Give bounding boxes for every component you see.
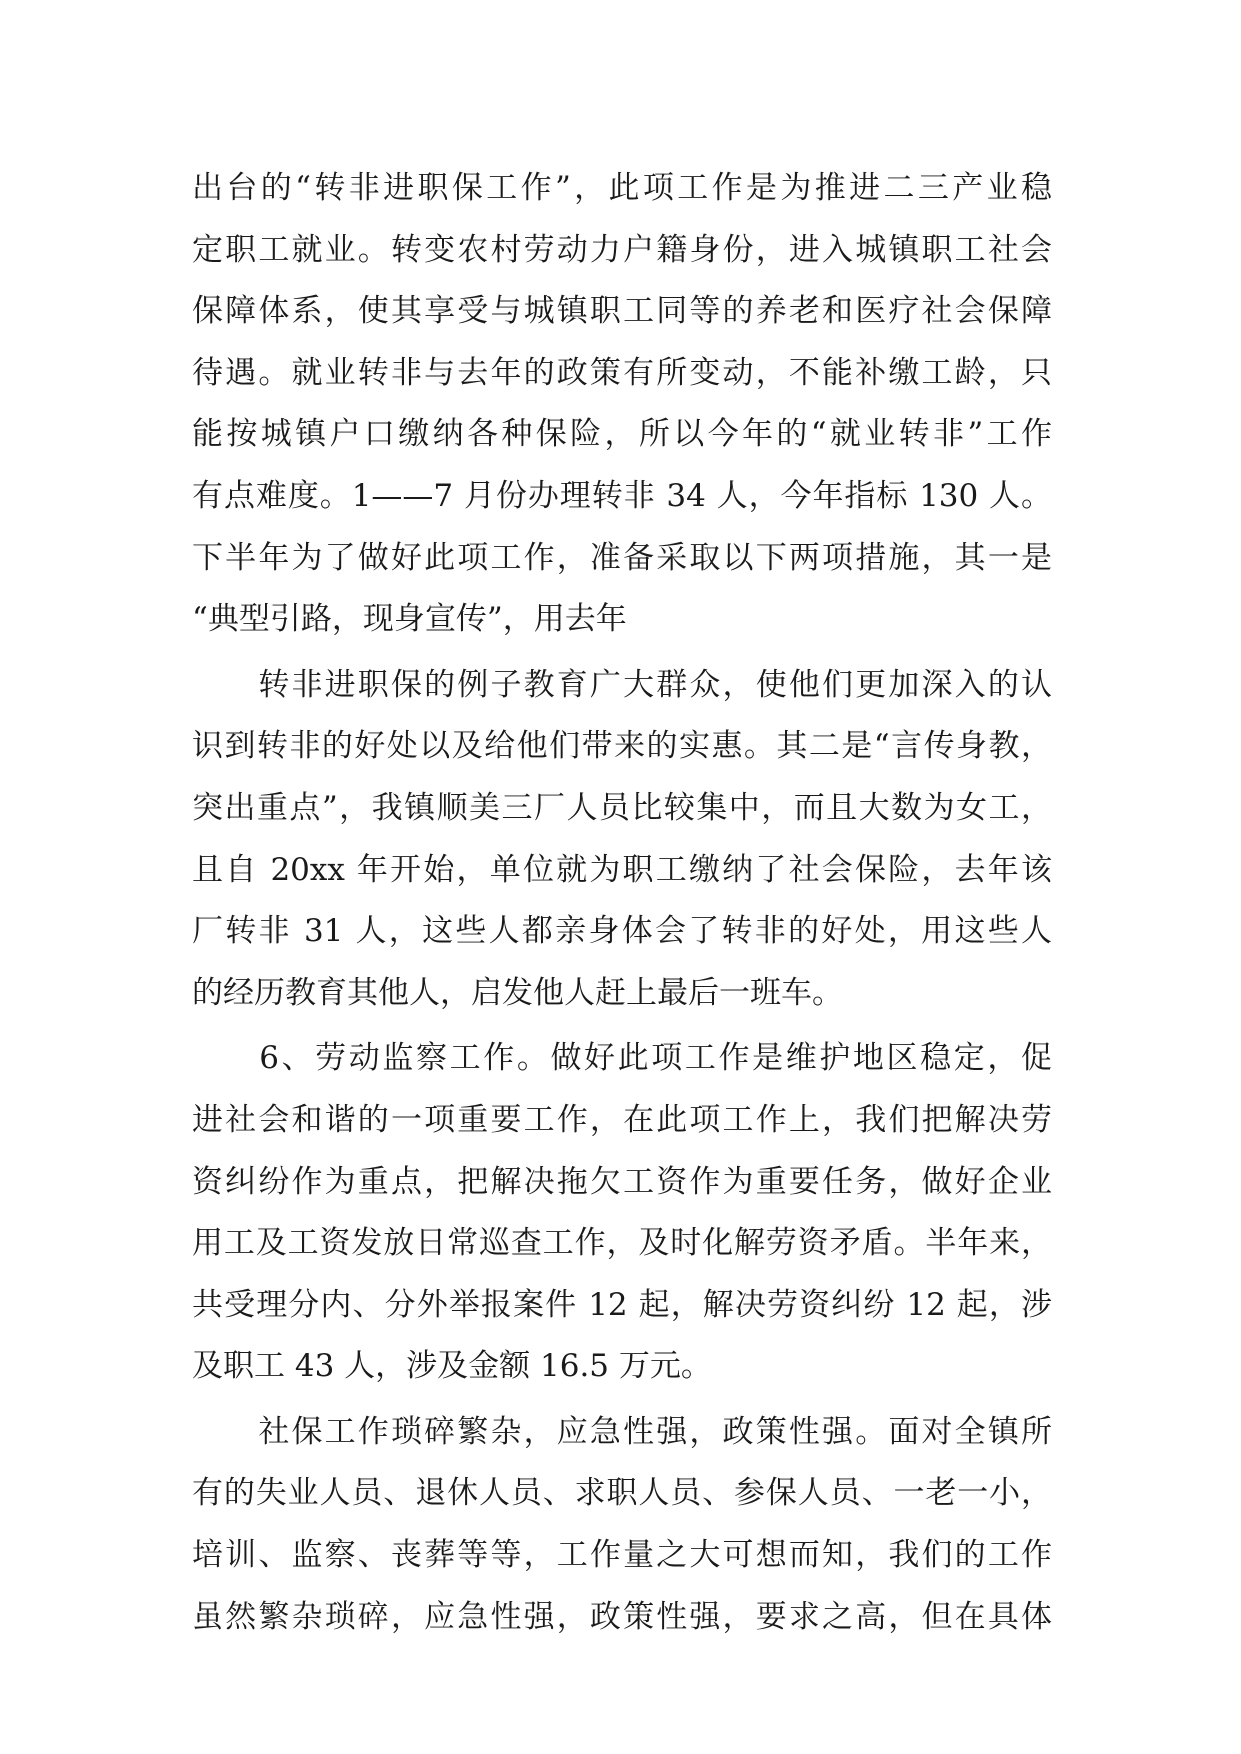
text-line: 厂转非 31 人，这些人都亲身体会了转非的好处，用这些人	[192, 913, 1052, 950]
text-line: 有点难度。1——7 月份办理转非 34 人，今年指标 130 人。	[192, 477, 1052, 514]
text-line: 能按城镇户口缴纳各种保险，所以今年的“就业转非”工作	[192, 416, 1052, 453]
document-body	[192, 158, 1052, 1648]
text-line: “典型引路，现身宣传”，用去年	[192, 601, 627, 638]
text-line: 待遇。就业转非与去年的政策有所变动，不能补缴工龄，只	[192, 354, 1052, 391]
paragraph-education-example	[192, 655, 1052, 1025]
text-line: 社保工作琐碎繁杂，应急性强，政策性强。面对全镇所	[192, 1413, 1052, 1450]
paragraph-labor-inspection	[192, 1028, 1052, 1398]
text-line: 进社会和谐的一项重要工作，在此项工作上，我们把解决劳	[192, 1101, 1052, 1138]
text-line: 且自 20xx 年开始，单位就为职工缴纳了社会保险，去年该	[192, 851, 1052, 888]
text-line: 识到转非的好处以及给他们带来的实惠。其二是“言传身教，	[192, 728, 1052, 765]
text-line: 突出重点”，我镇顺美三厂人员比较集中，而且大数为女工，	[192, 789, 1052, 826]
text-line: 定职工就业。转变农村劳动力户籍身份，进入城镇职工社会	[192, 231, 1052, 268]
text-line: 用工及工资发放日常巡查工作，及时化解劳资矛盾。半年来，	[192, 1225, 1052, 1262]
text-line: 的经历教育其他人，启发他人赶上最后一班车。	[192, 974, 843, 1011]
text-line: 培训、监察、丧葬等等，工作量之大可想而知，我们的工作	[192, 1537, 1052, 1574]
text-line: 出台的“转非进职保工作”，此项工作是为推进二三产业稳	[192, 170, 1052, 206]
text-line: 虽然繁杂琐碎，应急性强，政策性强，要求之高，但在具体	[192, 1598, 1052, 1635]
paragraph-transfer-policy	[192, 158, 1052, 651]
text-line: 6、劳动监察工作。做好此项工作是维护地区稳定，促	[192, 1040, 1052, 1077]
text-line: 及职工 43 人，涉及金额 16.5 万元。	[192, 1348, 712, 1385]
text-line: 有的失业人员、退休人员、求职人员、参保人员、一老一小，	[192, 1475, 1052, 1512]
text-line: 共受理分内、分外举报案件 12 起，解决劳资纠纷 12 起，涉	[192, 1286, 1052, 1323]
text-line: 转非进职保的例子教育广大群众，使他们更加深入的认	[192, 666, 1052, 703]
paragraph-social-security-work	[192, 1402, 1052, 1648]
text-line: 下半年为了做好此项工作，准备采取以下两项措施，其一是	[192, 539, 1052, 576]
text-line: 资纠纷作为重点，把解决拖欠工资作为重要任务，做好企业	[192, 1163, 1052, 1200]
text-line: 保障体系，使其享受与城镇职工同等的养老和医疗社会保障	[192, 293, 1052, 330]
